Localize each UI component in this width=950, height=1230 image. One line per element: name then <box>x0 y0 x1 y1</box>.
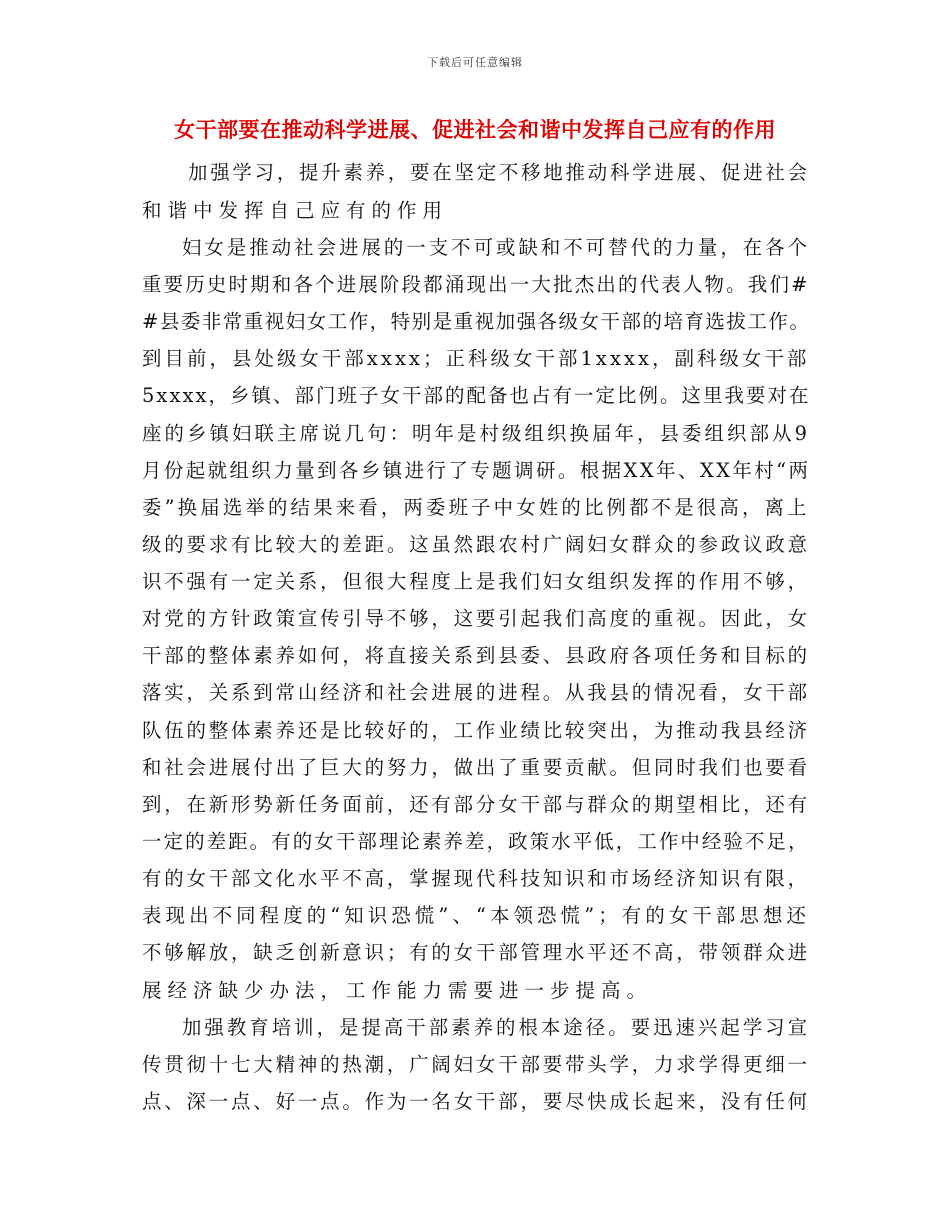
body-line: 不够解放，缺乏创新意识；有的女干部管理水平还不高，带领群众进 <box>142 941 810 964</box>
body-line: 到目前，县处级女干部xxxx；正科级女干部1xxxx，副科级女干部 <box>142 347 810 370</box>
body-line: 识不强有一定关系，但很大程度上是我们妇女组织发挥的作用不够， <box>142 570 810 593</box>
body-line: 委”换届选举的结果来看，两委班子中女姓的比例都不是很高，离上 <box>142 496 810 519</box>
document-title: 女干部要在推动科学进展、促进社会和谐中发挥自己应有的作用 <box>174 117 776 142</box>
body-line: 重要历史时期和各个进展阶段都涌现出一大批杰出的代表人物。我们# <box>142 273 810 296</box>
body-line: 点、深一点、好一点。作为一名女干部，要尽快成长起来，没有任何 <box>142 1090 810 1113</box>
header-note: 下载后可任意编辑 <box>427 56 523 69</box>
body-line: 干部的整体素养如何，将直接关系到县委、县政府各项任务和目标的 <box>142 644 810 667</box>
body-line: 级的要求有比较大的差距。这虽然跟农村广阔妇女群众的参政议政意 <box>142 533 810 556</box>
body-line: 队伍的整体素养还是比较好的，工作业绩比较突出，为推动我县经济 <box>142 719 810 742</box>
body-line: 一定的差距。有的女干部理论素养差，政策水平低，工作中经验不足， <box>142 830 810 853</box>
body-line: 加强学习，提升素养，要在坚定不移地推动科学进展、促进社会 <box>188 161 810 184</box>
body-line: 表现出不同程度的“知识恐慌”、“本领恐慌”；有的女干部思想还 <box>142 904 811 927</box>
body-line: 座的乡镇妇联主席说几句：明年是村级组织换届年，县委组织部从9 <box>142 422 811 445</box>
body-line: 5xxxx，乡镇、部门班子女干部的配备也占有一定比例。这里我要对在 <box>142 384 811 407</box>
body-line: 有的女干部文化水平不高，掌握现代科技知识和市场经济知识有限， <box>142 867 810 890</box>
body-line: 落实，关系到常山经济和社会进展的进程。从我县的情况看，女干部 <box>142 681 810 704</box>
body-line: 加强教育培训，是提高干部素养的根本途径。要迅速兴起学习宣 <box>182 1016 811 1039</box>
body-line: 和谐中发挥自己应有的作用 <box>142 199 449 222</box>
body-line: 对党的方针政策宣传引导不够，这要引起我们高度的重视。因此，女 <box>142 607 810 630</box>
body-line: 妇女是推动社会进展的一支不可或缺和不可替代的力量，在各个 <box>182 236 811 259</box>
body-line: 到，在新形势新任务面前，还有部分女干部与群众的期望相比，还有 <box>142 793 810 816</box>
body-line: 展经济缺少办法，工作能力需要进一步提高。 <box>142 979 653 1002</box>
body-line: #县委非常重视妇女工作，特别是重视加强各级女干部的培育选拔工作。 <box>142 310 811 333</box>
body-line: 月份起就组织力量到各乡镇进行了专题调研。根据XX年、XX年村“两 <box>142 459 811 482</box>
body-line: 和社会进展付出了巨大的努力，做出了重要贡献。但同时我们也要看 <box>142 756 810 779</box>
body-line: 传贯彻十七大精神的热潮，广阔妇女干部要带头学，力求学得更细一 <box>142 1053 810 1076</box>
